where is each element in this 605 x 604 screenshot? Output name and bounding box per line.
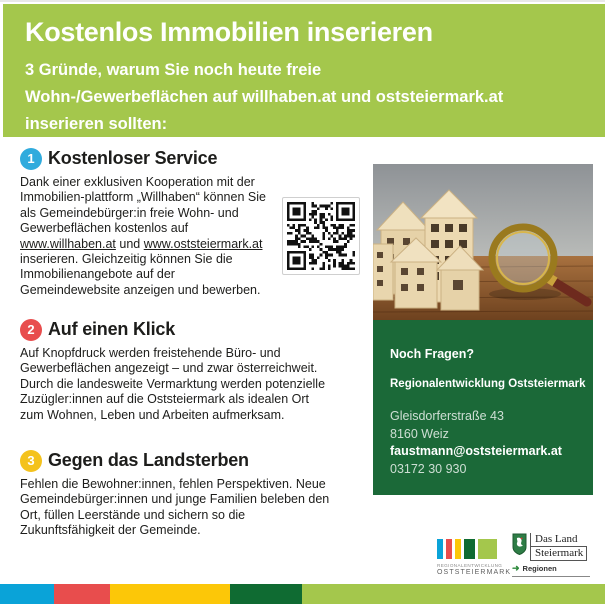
body-line: Immobilien-plattform „Willhaben“ können Sie xyxy=(20,190,266,205)
oststeiermark-link[interactable]: www.oststeiermark.at xyxy=(143,236,263,251)
qr-code xyxy=(282,197,360,275)
willhaben-link[interactable]: www.willhaben.at xyxy=(20,236,116,251)
section-gegen-das-landsterben xyxy=(20,449,329,539)
stripe-dark-green xyxy=(230,584,302,604)
regional-logo-line2: OSTSTEIERMARK xyxy=(437,569,512,576)
qr-code-pattern xyxy=(287,202,355,270)
stripe-blue xyxy=(0,584,54,604)
subtitle-line: inserieren sollten: xyxy=(25,115,168,133)
section-2-body xyxy=(20,346,325,423)
body-line: Fehlen die Bewohner:innen, fehlen Perspektiven. Neue xyxy=(20,477,326,491)
section-auf-einen-klick xyxy=(20,318,325,423)
contact-street: Gleisdorferstraße 43 xyxy=(390,409,504,423)
body-line: Auf Knopfdruck werden freistehende Büro- und xyxy=(20,346,281,360)
section-1-heading: Kostenloser Service xyxy=(48,148,218,168)
subtitle-line: Wohn-/Gewerbeflächen auf willhaben.at und oststeiermark.at xyxy=(25,88,504,106)
stripe-light-green xyxy=(302,584,605,604)
houses-photo xyxy=(373,164,593,320)
body-line: inserieren. Gleichzeitig können Sie die xyxy=(20,252,233,267)
body-line: Immobilienangebote auf der xyxy=(20,267,175,282)
contact-question: Noch Fragen? xyxy=(390,347,475,361)
regional-logo-bars-icon xyxy=(437,539,503,559)
section-2-heading: Auf einen Klick xyxy=(48,319,176,339)
footer-stripes xyxy=(0,584,605,604)
link-connector: und xyxy=(115,236,144,251)
regionen-arrow-icon: ➜ xyxy=(512,563,520,573)
contact-city: 8160 Weiz xyxy=(390,426,449,441)
body-line: Dank einer exklusiven Kooperation mit der xyxy=(20,175,255,189)
section-3-heading: Gegen das Landsterben xyxy=(48,450,249,470)
subtitle-line: 3 Gründe, warum Sie noch heute freie xyxy=(25,61,322,79)
contact-organization: Regionalentwicklung Oststeiermark xyxy=(390,378,586,390)
body-line: zum Wohnen, Leben und Arbeiten aufmerksam. xyxy=(20,407,285,422)
steiermark-crest-icon xyxy=(512,533,527,555)
body-line: als Gemeindebürger:in freie Wohn- und xyxy=(20,205,239,220)
step-2-badge: 2 xyxy=(20,319,42,341)
step-1-badge: 1 xyxy=(20,148,42,170)
body-line: Ort, füllen Leerstände und sichern so die xyxy=(20,507,246,522)
regional-logo-line1: REGIONALENTWICKLUNG xyxy=(437,563,503,568)
body-line: Durch die landesweite Vermarktung werden potenzielle xyxy=(20,376,326,391)
das-land-steiermark-logo xyxy=(512,533,594,577)
stripe-yellow xyxy=(110,584,230,604)
subtitle xyxy=(25,57,595,138)
step-3-badge: 3 xyxy=(20,450,42,472)
section-kostenloser-service xyxy=(20,147,266,298)
contact-phone: 03172 30 930 xyxy=(390,461,467,476)
section-1-body xyxy=(20,175,266,298)
body-line: Zuzügler:innen auf die Oststeiermark als idealen Ort xyxy=(20,392,310,407)
body-line: Gemeindewebsite anzeigen und bewerben. xyxy=(20,282,261,297)
houses-photo-illustration xyxy=(373,164,593,320)
contact-box xyxy=(373,320,593,495)
regionalentwicklung-logo xyxy=(437,539,512,576)
body-line-links xyxy=(20,237,266,252)
land-logo-line2: Steiermark xyxy=(530,547,587,561)
body-line: Zukunftsfähigkeit der Gemeinde. xyxy=(20,523,201,538)
header xyxy=(3,4,605,137)
land-logo-sub: Regionen xyxy=(522,564,557,573)
page-title: Kostenlos Immobilien inserieren xyxy=(25,17,433,47)
contact-email[interactable]: faustmann@oststeiermark.at xyxy=(390,444,562,458)
body-line: Gewerbeflächen angezeigt – und zwar österreichweit. xyxy=(20,361,318,376)
section-3-body xyxy=(20,477,329,539)
stripe-red xyxy=(54,584,110,604)
body-line: Gemeindebürger:innen und junge Familien beleben den xyxy=(20,492,330,507)
body-line: Gewerbeflächen kostenlos auf xyxy=(20,221,189,236)
land-logo-line1: Das Land xyxy=(530,533,587,547)
